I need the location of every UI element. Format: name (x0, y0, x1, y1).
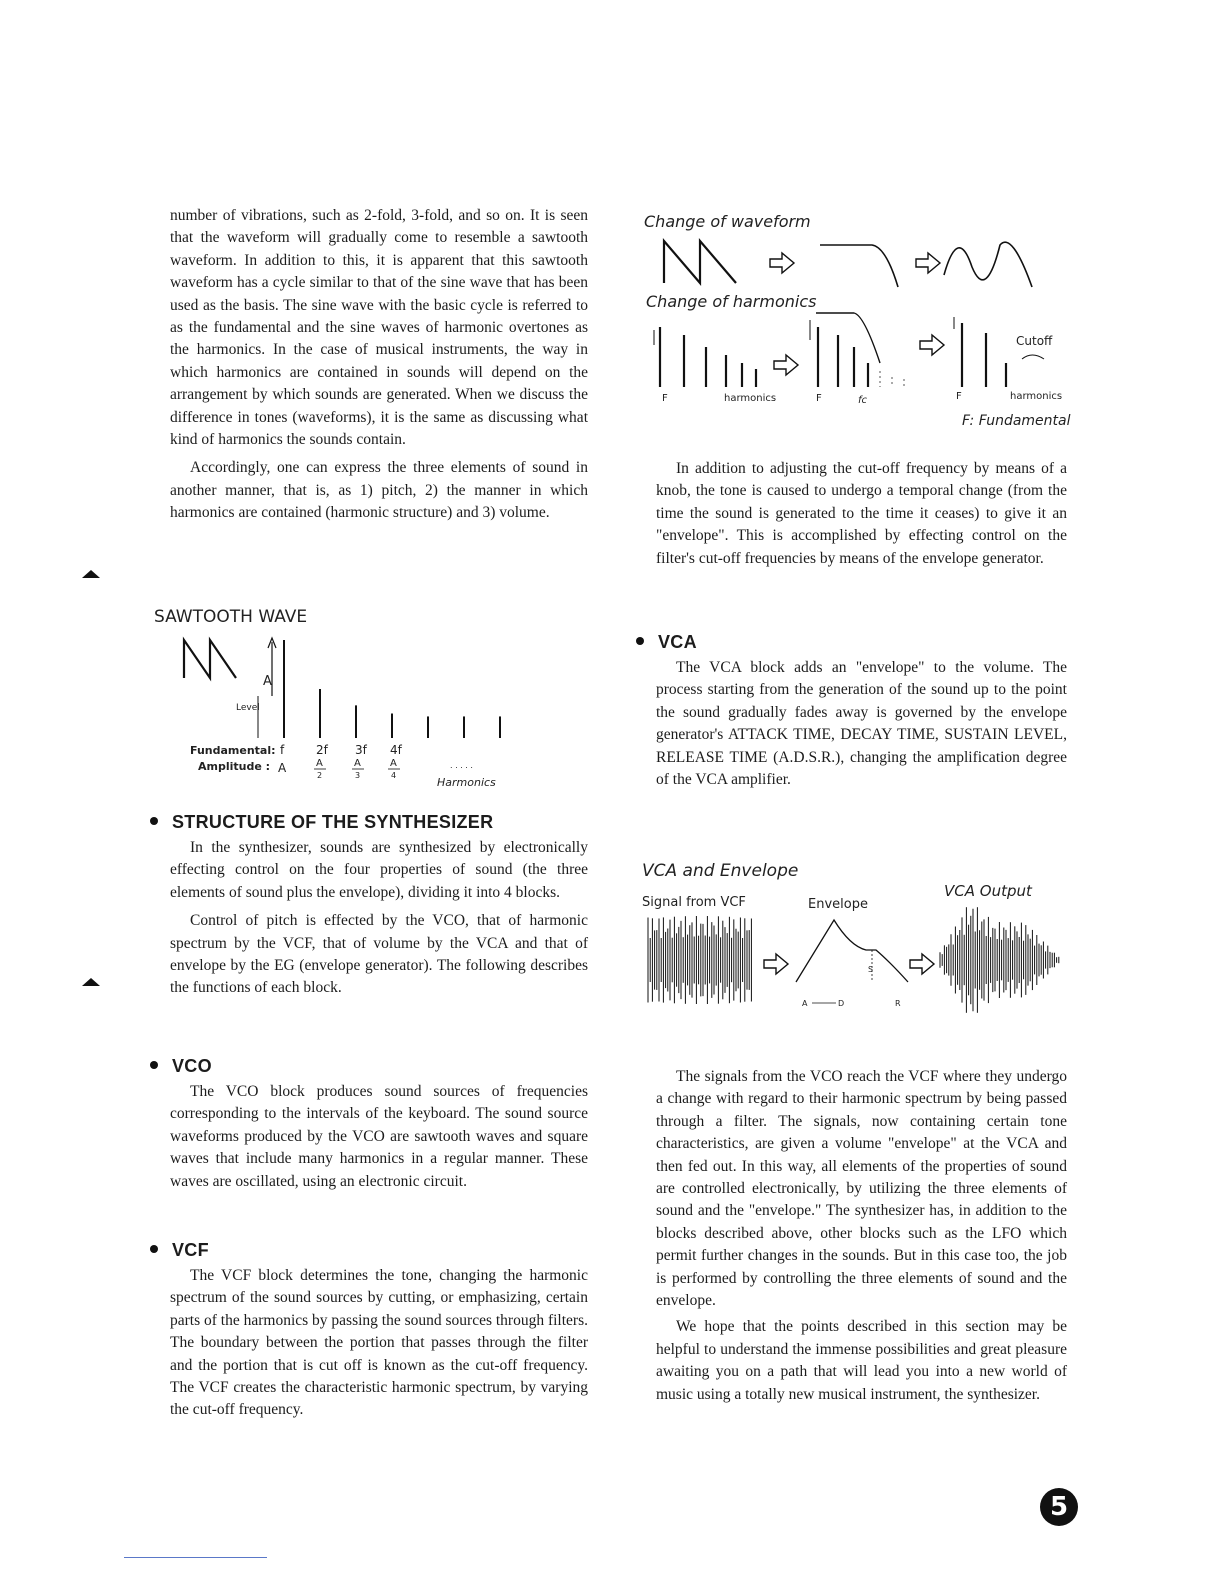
harmonic-bars (284, 640, 530, 738)
summary-text (656, 1066, 1067, 1406)
structure-heading: STRUCTURE OF THE SYNTHESIZER (150, 812, 588, 833)
vco-paragraph: The VCO block produces sound sources of frequencies corresponding to the intervals of the keyboard. The sound source waveforms produced by the VCO are sawtooth waves and square waves that include many harmonics in a regular manner. These waves are oscillated, using an electronic circuit. (170, 1083, 588, 1190)
vcf-section (150, 1240, 588, 1422)
waveform-title: Change of waveform (644, 212, 811, 231)
amp-label-2: A (316, 758, 323, 769)
harmonic-bars-full (660, 327, 756, 387)
harmonic-bars-filtered (818, 327, 868, 387)
structure-paragraph-2: Control of pitch is effected by the VCO, that of harmonic spectrum by the VCF, that of volume by the VCA and that of envelope by the EG (envelope generator). The following describes the functions of each block. (170, 912, 588, 997)
vca-figure-title: VCA and Envelope (642, 861, 799, 881)
sawtooth-wave (184, 640, 236, 678)
f-label-3: F (956, 391, 962, 402)
amp-label-3: A (354, 758, 361, 769)
vcf-paragraph: The VCF block determines the tone, changing the harmonic spectrum of the sound sources by cutting, or emphasizing, certain parts of the harmonics by passing the sound sources through filters. The boundary between the portion that passes through the filter and the portion that is cut off is known as the cut-off frequency. The VCF creates the characteristic harmonic spectrum, by varying the cut-off frequency. (170, 1267, 588, 1419)
decay-label: D (838, 999, 845, 1008)
f-label-1: F (662, 393, 668, 404)
page-number: 5 (1040, 1488, 1078, 1526)
harmonics-title: Change of harmonics (646, 292, 817, 311)
harmonic-bars-reduced (962, 323, 1006, 387)
bullet-icon (150, 1061, 158, 1069)
release-label: R (895, 999, 901, 1008)
vca-output-label: VCA Output (944, 882, 1032, 900)
structure-paragraph-1: In the synthesizer, sounds are synthesized by electronically effecting control on the four properties of sound (the three elements of sound plus the envelope), dividing it into 4 blocks. (170, 839, 588, 901)
amplitude-label: Amplitude : (198, 760, 271, 773)
arrow-icon (916, 253, 940, 273)
harmonics-label-1: harmonics (724, 393, 777, 404)
fundamental-legend: F: Fundamental (962, 413, 1071, 429)
fc-label: fc (858, 395, 868, 406)
envelope-paragraph: In addition to adjusting the cut-off frequency by means of a knob, the tone is caused to undergo a temporal change (from the time the sound is generated to the time it ceases) to give it an "envelope". This is accomplished by effecting control on the filter's cut-off frequencies by means of the envelope generator. (656, 460, 1067, 567)
cutoff-curve (816, 313, 880, 363)
summary-paragraph-1: The signals from the VCO reach the VCF where they undergo a change with regard to their harmonic spectrum by being passed through a filter. The signals, now containing certain tone characteristics, are given a volume "envelope" at the VCA and then fed out. In this way, all elements of the properties of sound are controlled electronically, by utilizing the three elements of sound and the "envelope." The synthesizer has, in addition to the blocks described above, other blocks such as the LFO which permit further changes in the sounds. But in this case too, the job is performed by controlling the three elements of sound and the envelope. (656, 1068, 1067, 1310)
amp-denom-3: 3 (355, 771, 361, 780)
sustain-label: S (868, 965, 874, 974)
signal-label: Signal from VCF (642, 895, 746, 910)
level-label: Level (236, 703, 260, 713)
vca-section (636, 632, 1067, 791)
vca-envelope-figure (640, 850, 1070, 1025)
envelope-curve (796, 920, 908, 982)
bullet-icon (150, 1245, 158, 1253)
amp-denom-4: 4 (391, 771, 397, 780)
sawtooth-title: SAWTOOTH WAVE (154, 607, 308, 627)
footer-rule (124, 1557, 267, 1558)
attack-label: A (802, 999, 808, 1008)
harmonics-label: Harmonics (437, 776, 496, 789)
arrow-icon (764, 954, 788, 974)
vco-section (150, 1056, 588, 1193)
intro-paragraph-1: number of vibrations, such as 2-fold, 3-fold, and so on. It is seen that the waveform will gradually come to resemble a sawtooth waveform. In addition to this, it is apparent that this sawtooth waveform has a cycle similar to that of the sine wave that has been used as the basis. The sine wave with the basic cycle is referred to as the fundamental and the sine waves of harmonic overtones as the harmonics. In the case of musical instruments, the way in which harmonics are contained in sounds will depend on the arrangement by which sounds are generated. When we discuss the difference in tones (waveforms), it is the same as discussing what kind of harmonics the sounds contain. (170, 207, 588, 449)
f-label-2: F (816, 393, 822, 404)
amp-denom-2: 2 (317, 771, 323, 780)
summary-paragraph-2: We hope that the points described in this section may be helpful to understand the immense possibilities and great pleasure awaiting you on a path that will lead you into a new world of music using a totally new musical instrument, the synthesizer. (656, 1318, 1067, 1403)
cutoff-arc (1022, 355, 1044, 359)
vcf-heading: VCF (150, 1240, 588, 1261)
harmonics-dots: . . . . . (450, 761, 473, 770)
vca-paragraph: The VCA block adds an "envelope" to the volume. The process starting from the generation of the sound up to the point the sound gradually fades away is governed by the envelope generator's ATTACK TIME, DECAY TIME, SUSTAIN LEVEL, RELEASE TIME (A.D.S.R.), changing the amplification degree of the VCA amplifier. (656, 659, 1067, 789)
bullet-icon (150, 817, 158, 825)
vca-heading: VCA (636, 632, 1067, 653)
f-label-2: 2f (316, 743, 328, 757)
amp-label-4: A (390, 758, 397, 769)
harmonics-label-3: harmonics (1010, 391, 1063, 402)
vco-heading: VCO (150, 1056, 588, 1077)
arrow-icon (910, 954, 934, 974)
sine-shape (944, 242, 1032, 287)
intro-paragraph-2: Accordingly, one can express the three elements of sound in another manner, that is, as 1) pitch, 2) the manner in which harmonics are contained (harmonic structure) and 3) volume. (170, 459, 588, 522)
f-label-3: 3f (355, 743, 367, 757)
margin-mark (82, 978, 100, 986)
vca-output-waveform (940, 907, 1059, 1013)
left-column (170, 205, 588, 525)
cut-harmonics (880, 371, 904, 387)
envelope-label: Envelope (808, 897, 868, 912)
envelope-text (656, 458, 1067, 570)
sawtooth-figure (150, 600, 530, 795)
amp-label-1: A (278, 761, 287, 775)
margin-mark (82, 570, 100, 578)
f-label-1: f (280, 743, 285, 757)
arrow-icon (770, 253, 794, 273)
bullet-icon (636, 637, 644, 645)
cutoff-label: Cutoff (1016, 334, 1053, 348)
f-label-4: 4f (390, 743, 402, 757)
waveform-harmonics-figure (640, 205, 1080, 435)
fundamental-label: Fundamental: (190, 744, 276, 757)
arrow-icon (920, 335, 944, 355)
signal-waveform (648, 916, 751, 1004)
filtered-saw-shape (820, 245, 898, 287)
arrow-icon (774, 355, 798, 375)
amplitude-a-label: A (263, 674, 272, 689)
sawtooth-shape (664, 241, 736, 283)
structure-section (150, 812, 588, 1000)
